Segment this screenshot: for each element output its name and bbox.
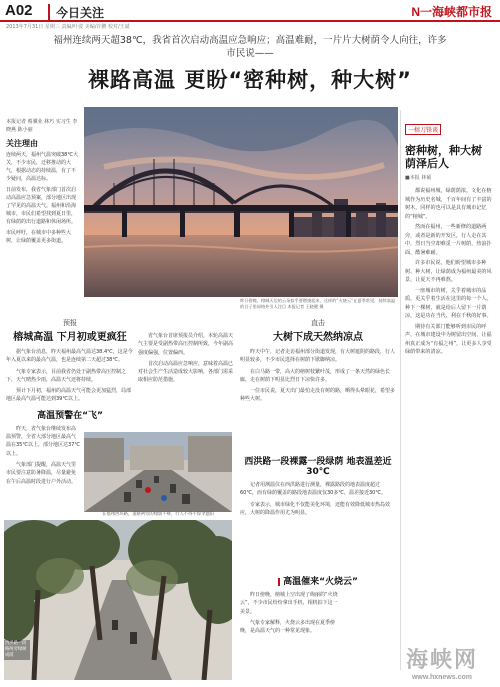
commentary-title: 密种树，种大树 荫泽后人 — [405, 144, 482, 170]
forecast-continued-paragraph: 省气象台首席预报员介绍，本轮高温天气主要是受副热带高压控制所致，今年副高强度偏强，位置偏西。 — [138, 333, 234, 356]
temperature-gap-body — [240, 481, 396, 517]
commentary-paragraph: 期待有关部门能够听到市民的呼声，在城市建设中为树留出空间，让福州真正成为“有福之州”，让更多人享受绿荫带来的清凉。 — [405, 323, 492, 355]
title-bar-icon — [278, 578, 280, 586]
focus-box — [6, 138, 78, 288]
street-photo — [84, 432, 232, 512]
headline-block — [0, 34, 500, 98]
forecast-paragraph: 气象专家表示，目前我省仍处于副热带高压控制之下，天气晴热少雨，高温天气还将持续。 — [6, 368, 127, 383]
brand-logo-icon: N — [411, 5, 420, 19]
fire-cloud-paragraph: 昨日傍晚，榕城上空出现了绚丽的“火烧云”，不少市民纷纷拿出手机、相机拍下这一美景。 — [240, 592, 338, 615]
commentary-paragraph: 许多市民说，他们盼望城市多种树、种大树，让绿荫成为福州最美的风景，让夏天不再难熬。 — [405, 260, 492, 283]
commentary-sidebar — [400, 110, 496, 670]
warning-paragraph: 昨天，省气象台继续发布高温预警，全省大部分地区最高气温在35℃以上，部分地区达37℃以上。 — [6, 425, 80, 457]
edit-line: 2013年7月31日 星期三 责编/叶姿 美编/许鹏 校对/王斌 — [6, 24, 130, 30]
headline-kicker: 福州连续两天超38℃，我省首次启动高温应急响应；高温难耐，一片片大树荫令人向往，许多市民说—— — [53, 35, 447, 59]
temperature-gap-paragraph: 记者用测温仪在西洪路进行测量，裸露路段的地表温度超过60℃，而有绿荫覆盖的路段地表温度仅30多℃，温差接近30℃。 — [240, 482, 386, 497]
photo-caption: 昨日傍晚，榕城天边的云朵似乎要燃烧起来，这样的“火烧云”在夏季常见，持续高温的日子里却格外引人注目 本报记者 王晓健 摄 — [240, 298, 396, 309]
page-number: A02 — [5, 2, 33, 19]
newspaper-brand — [411, 3, 492, 20]
forecast-paragraph: 预计下月初，福州的高温天气可能会更加猛烈，局部地区最高气温可能达到39℃以上。 — [6, 388, 132, 403]
brand-name: 一海峡都市报 — [419, 5, 492, 19]
commentary-paragraph: 一座城市的树，关乎着城市的品质，更关乎着生活在这里的每一个人。种下一棵树，就是给后人留下一片荫凉，这是功在当代、利在千秋的好事。 — [405, 287, 492, 319]
onscene-paragraph: 在白马路一带，高大的榕树枝繁叶茂，形成了一条天然的绿色长廊，走在树荫下明显比烈日下凉快许多。 — [240, 368, 391, 383]
street-caption: 在福州西环路，道路两旁的绿荫不够，行人不得不撑伞遮阳 — [102, 512, 214, 517]
onscene-body — [240, 348, 396, 404]
bridge-sunset-photo — [84, 107, 398, 297]
tree-road-image — [4, 520, 232, 680]
fire-cloud-paragraph: 气象专家解释，火烧云多出现在夏季傍晚，是高温天气的一种常见现象。 — [240, 619, 336, 635]
onscene-article — [240, 318, 396, 407]
fire-cloud-title — [240, 574, 396, 587]
street-image — [84, 432, 232, 512]
forecast-continued-body — [138, 332, 236, 385]
forecast-paragraph: 据气象台消息，昨天福州最高气温达38.4℃，这是今年入夏以来的最高气温，也是连续第二天超过38℃。 — [6, 349, 133, 364]
onscene-kicker: 直击 — [311, 319, 325, 327]
temperature-gap-title: 西洪路一段裸露一段绿荫 地表温差近30℃ — [244, 457, 392, 477]
forecast-continued-paragraph: 首次启动高温应急响应，意味着高温已对社会生产生活造成较大影响，各部门需采取相应防范措施。 — [138, 360, 234, 384]
headline-title: 裸路高温 更盼“密种树，种大树” — [88, 68, 412, 92]
warning-body — [6, 425, 80, 486]
temperature-gap-article — [240, 450, 396, 520]
watermark-text: 海峡网 — [405, 647, 478, 673]
masthead — [0, 0, 500, 22]
focus-title: 关注理由 — [6, 139, 38, 148]
fire-cloud-title-text: 高温催来“火烧云” — [283, 577, 358, 587]
forecast-title: 榕城高温 下月初或更疯狂 — [13, 332, 127, 343]
site-watermark — [396, 643, 488, 681]
commentary-body — [405, 187, 496, 357]
tree-photo-caption: 西洪路一段路两旁绿树成荫 — [4, 640, 30, 660]
onscene-paragraph: 昨天中午，记者走访福州部分街道发现，有大树遮阴的路段，行人明显较多，不少市民选择在树荫下歇脚纳凉。 — [240, 349, 396, 364]
temperature-gap-paragraph: 专家表示，城市绿化不仅能美化环境，还能有效降低城市热岛效应，大树的降温作用尤为明显。 — [240, 501, 391, 516]
fire-cloud-body — [240, 591, 340, 635]
commentary-paragraph: 然而在福州，一些新修的道路两旁，或者是新的开发区，行人走在其中，烈日当空却难觅一片树荫，热浪扑面，酷暑难耐。 — [405, 224, 492, 256]
warning-paragraph: 气象部门提醒，高温天气里市民要注意防暑降温，尽量避免在午后高温时段进行户外活动。 — [6, 461, 77, 485]
forecast-continued — [138, 318, 236, 388]
watermark-url: www.hxnews.com — [411, 674, 473, 681]
forecast-body — [6, 348, 134, 404]
bridge-sunset-image — [84, 107, 398, 297]
commentary-tag: 一榕刀锋谈 — [405, 124, 441, 135]
focus-paragraph: 市民呼吁，在城市中多种些大树，让绿荫覆盖更多街道。 — [6, 230, 72, 244]
commentary-author: ■本报 林硕 — [405, 175, 432, 181]
onscene-title: 大树下成天然纳凉点 — [273, 332, 363, 343]
fire-cloud-article — [240, 570, 396, 638]
onscene-paragraph: 一位市民说，夏天出门最怕走没有树的路，晒得头晕眼花，希望多种些大树。 — [240, 388, 396, 403]
forecast-kicker: 预报 — [63, 319, 77, 327]
commentary-paragraph: 都说福州城，绿荫荫浓。文化在榕城作为历史名城，千百年间有了丰富的树木，同样的也可以是具有城市记忆的“榕城”。 — [405, 188, 492, 220]
tree-lined-road-photo — [4, 520, 232, 680]
focus-paragraph: 连续两天，福州气温突破38℃大关，不少市民，迁移推动的大气，根据动态的持续温，有了不少疑问，高温达标。 — [6, 152, 78, 182]
byline: 本报记者 蔡骥业 林巧 实习生 李晓燕 陈小丽 — [6, 119, 78, 133]
warning-subhead: 高温预警在“飞” — [37, 410, 103, 421]
focus-paragraph: 日前发布，我省气象部门首次启动高温应急预案，部分地区出现了罕见的高温天气。福州和沿海城市，市民们希望找到夏日里，有绿荫的出行道路和休闲场所。 — [6, 187, 77, 225]
section-title: 今日关注 — [48, 4, 104, 21]
